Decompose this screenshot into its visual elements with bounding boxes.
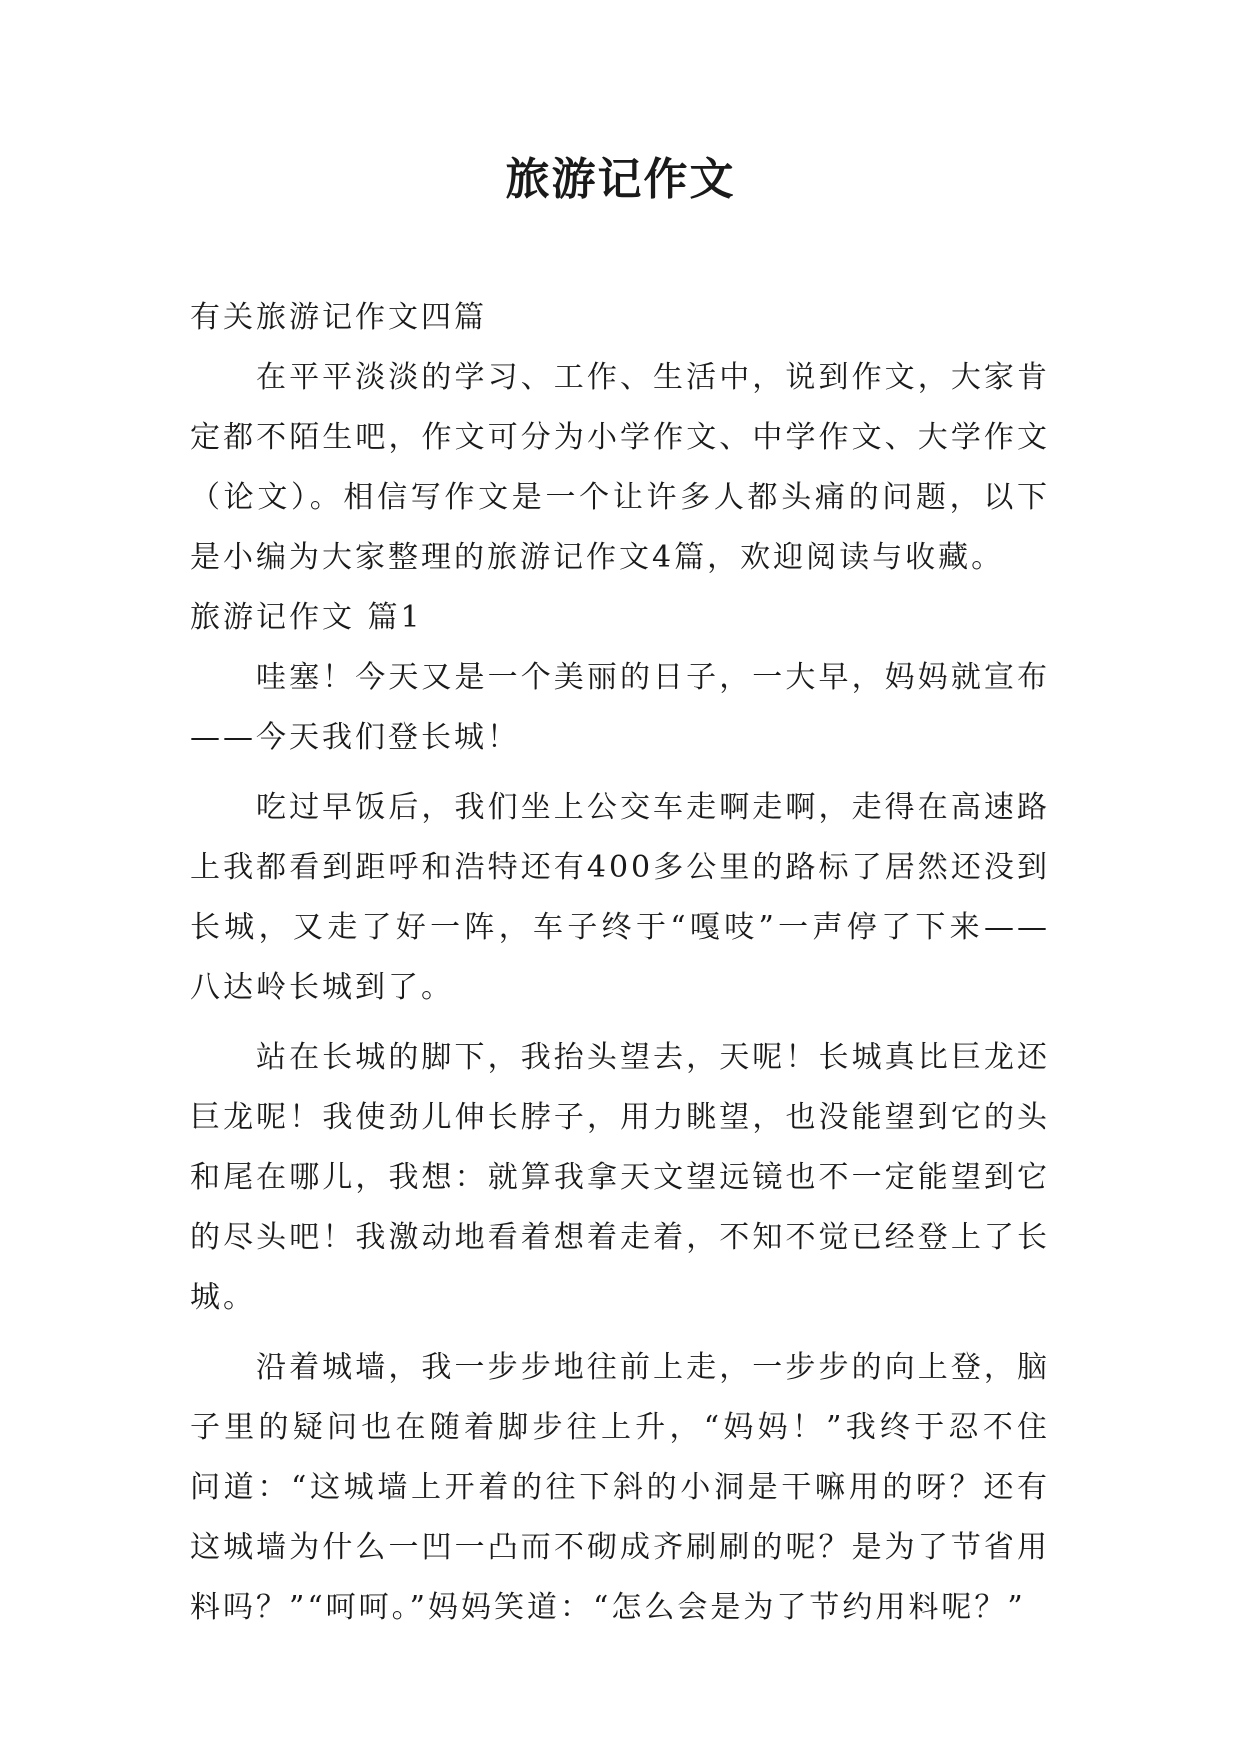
document-title: 旅游记作文 bbox=[505, 154, 736, 205]
body-paragraph-2: 吃过早饭后，我们坐上公交车走啊走啊，走得在高速路上我都看到距呼和浩特还有400多公里的路标了居然还没到长城，又走了好一阵，车子终于“嘎吱”一声停了下来——八达岭长城到了。 bbox=[190, 790, 1050, 1005]
body-paragraph-1: 哇塞！今天又是一个美丽的日子，一大早，妈妈就宣布——今天我们登长城！ bbox=[190, 660, 1050, 755]
body-paragraph-4: 沿着城墙，我一步步地往前上走，一步步的向上登，脑子里的疑问也在随着脚步往上升，“妈妈！”我终于忍不住问道：“这城墙上开着的往下斜的小洞是干嘛用的呀？还有这城墙为什么一凹一凸而不砌成齐刷刷的呢？是为了节省用料吗？”“呵呵。”妈妈笑道：“怎么会是为了节约用料呢？” bbox=[190, 1350, 1050, 1625]
document-subtitle: 有关旅游记作文四篇 bbox=[190, 300, 487, 335]
section-heading: 旅游记作文 篇1 bbox=[190, 600, 423, 635]
intro-paragraph: 在平平淡淡的学习、工作、生活中，说到作文，大家肯定都不陌生吧，作文可分为小学作文、中学作文、大学作文（论文）。相信写作文是一个让许多人都头痛的问题，以下是小编为大家整理的旅游记作文4篇，欢迎阅读与收藏。 bbox=[190, 360, 1050, 575]
document-body bbox=[190, 288, 1050, 1638]
body-paragraph-3: 站在长城的脚下，我抬头望去，天呢！长城真比巨龙还巨龙呢！我使劲儿伸长脖子，用力眺望，也没能望到它的头和尾在哪儿，我想：就算我拿天文望远镜也不一定能望到它的尽头吧！我激动地看着想着走着，不知不觉已经登上了长城。 bbox=[190, 1040, 1050, 1315]
